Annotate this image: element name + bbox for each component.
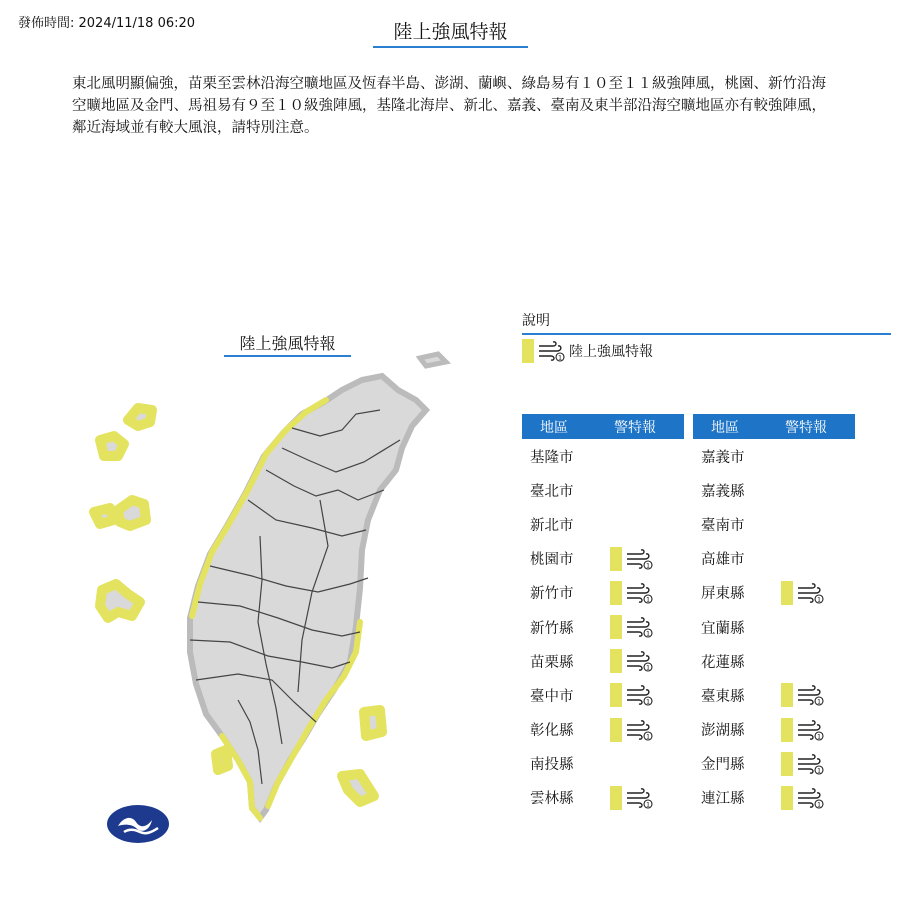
table-row	[522, 713, 684, 747]
table-row	[693, 747, 855, 781]
strong-wind-icon	[796, 684, 824, 706]
col-warning: 警特報	[614, 419, 656, 436]
table-row	[522, 542, 684, 576]
strong-wind-icon	[625, 787, 653, 809]
strong-wind-icon	[796, 582, 824, 604]
orchid-island	[342, 774, 374, 802]
warning-cell	[610, 683, 653, 707]
strong-wind-icon	[625, 582, 653, 604]
region-name: 宜蘭縣	[701, 620, 745, 637]
legend-title: 說明	[522, 310, 891, 335]
region-name: 臺中市	[530, 688, 574, 705]
green-island	[364, 710, 382, 736]
region-name: 南投縣	[530, 757, 574, 774]
warning-cell	[781, 786, 824, 810]
warning-cell	[610, 718, 653, 742]
table-row	[693, 473, 855, 507]
region-table-right	[693, 414, 855, 815]
table-row	[693, 439, 855, 473]
strong-wind-icon	[796, 753, 824, 775]
warning-swatch	[781, 718, 793, 742]
warning-cell	[610, 615, 653, 639]
region-name: 連江縣	[701, 791, 745, 808]
region-name: 桃園市	[530, 552, 574, 569]
table-row	[693, 644, 855, 678]
svg-text:1: 1	[558, 354, 562, 362]
warning-swatch	[781, 581, 793, 605]
table-header	[693, 414, 855, 439]
penghu-island	[100, 584, 140, 618]
table-header	[522, 414, 684, 439]
strong-wind-icon	[625, 616, 653, 638]
table-row	[693, 610, 855, 644]
region-name: 屏東縣	[701, 586, 745, 603]
warning-cell	[781, 752, 824, 776]
region-name: 澎湖縣	[701, 723, 745, 740]
region-name: 花蓮縣	[701, 654, 745, 671]
table-row	[522, 644, 684, 678]
region-name: 高雄市	[701, 552, 745, 569]
svg-text:1: 1	[646, 562, 650, 570]
svg-text:1: 1	[646, 698, 650, 706]
table-row	[522, 439, 684, 473]
table-row	[522, 678, 684, 712]
kinmen-island-2	[118, 500, 146, 526]
legend-label: 陸上強風特報	[569, 344, 653, 360]
region-table-left	[522, 414, 684, 815]
table-row	[693, 576, 855, 610]
region-name: 嘉義市	[701, 449, 745, 466]
table-row	[693, 713, 855, 747]
warning-swatch	[610, 683, 622, 707]
region-name: 新竹市	[530, 586, 574, 603]
warning-swatch	[781, 683, 793, 707]
warning-cell	[610, 786, 653, 810]
warning-cell	[781, 718, 824, 742]
svg-text:1: 1	[817, 801, 821, 809]
region-name: 苗栗縣	[530, 654, 574, 671]
region-name: 基隆市	[530, 449, 574, 466]
map-title: 陸上強風特報	[224, 331, 351, 357]
strong-wind-icon	[625, 719, 653, 741]
warning-swatch	[522, 339, 534, 363]
svg-text:1: 1	[646, 664, 650, 672]
taiwan-warning-map	[80, 340, 460, 860]
table-row	[522, 747, 684, 781]
table-row	[693, 678, 855, 712]
matsu-island-1	[128, 408, 152, 426]
region-name: 新北市	[530, 517, 574, 534]
table-row	[693, 542, 855, 576]
strong-wind-icon	[537, 340, 565, 362]
region-name: 臺東縣	[701, 688, 745, 705]
region-name: 新竹縣	[530, 620, 574, 637]
strong-wind-icon	[625, 650, 653, 672]
warning-cell	[781, 581, 824, 605]
col-region: 地區	[711, 419, 739, 436]
table-row	[522, 473, 684, 507]
table-row	[522, 610, 684, 644]
svg-text:1: 1	[646, 801, 650, 809]
svg-text:1: 1	[817, 733, 821, 741]
svg-text:1: 1	[817, 596, 821, 604]
strong-wind-icon	[796, 719, 824, 741]
warning-swatch	[781, 752, 793, 776]
region-name: 嘉義縣	[701, 483, 745, 500]
table-row	[522, 507, 684, 541]
strong-wind-icon	[625, 684, 653, 706]
svg-text:1: 1	[646, 596, 650, 604]
table-body	[522, 439, 684, 815]
region-name: 彰化縣	[530, 723, 574, 740]
region-name: 金門縣	[701, 757, 745, 774]
warning-swatch	[610, 581, 622, 605]
region-name: 臺北市	[530, 483, 574, 500]
col-warning: 警特報	[785, 419, 827, 436]
svg-text:1: 1	[646, 733, 650, 741]
xiaoliuqiu-island	[216, 750, 228, 770]
svg-text:1: 1	[817, 698, 821, 706]
table-body	[693, 439, 855, 815]
region-name: 臺南市	[701, 517, 745, 534]
warning-cell	[781, 683, 824, 707]
warning-swatch	[610, 547, 622, 571]
warning-swatch	[781, 786, 793, 810]
strong-wind-icon	[625, 548, 653, 570]
page-title: 陸上強風特報	[373, 17, 528, 48]
strong-wind-icon	[796, 787, 824, 809]
region-name: 雲林縣	[530, 791, 574, 808]
warning-swatch	[610, 615, 622, 639]
col-region: 地區	[540, 419, 568, 436]
warning-summary: 東北風明顯偏強，苗栗至雲林沿海空曠地區及恆春半島、澎湖、蘭嶼、綠島易有１０至１１級強陣風，桃園、新竹沿海空曠地區及金門、馬祖易有９至１０級強陣風，基隆北海岸、新北、嘉義、臺南及東半部沿海空曠地區亦有較強陣風，鄰近海域並有較大風浪，請特別注意。	[72, 76, 826, 136]
issue-time: 發佈時間: 2024/11/18 06:20	[18, 16, 196, 31]
table-row	[693, 781, 855, 815]
matsu-island-2	[100, 436, 124, 456]
svg-text:1: 1	[646, 630, 650, 638]
kinmen-island-1	[94, 508, 114, 524]
cwa-logo	[106, 804, 170, 844]
warning-swatch	[610, 649, 622, 673]
warning-cell	[610, 649, 653, 673]
warning-cell	[610, 581, 653, 605]
table-row	[522, 781, 684, 815]
table-row	[693, 507, 855, 541]
warning-swatch	[610, 718, 622, 742]
pengjia-islet	[420, 354, 446, 366]
warning-cell	[610, 547, 653, 571]
svg-text:1: 1	[817, 767, 821, 775]
table-row	[522, 576, 684, 610]
warning-swatch	[610, 786, 622, 810]
legend-item	[522, 339, 653, 363]
